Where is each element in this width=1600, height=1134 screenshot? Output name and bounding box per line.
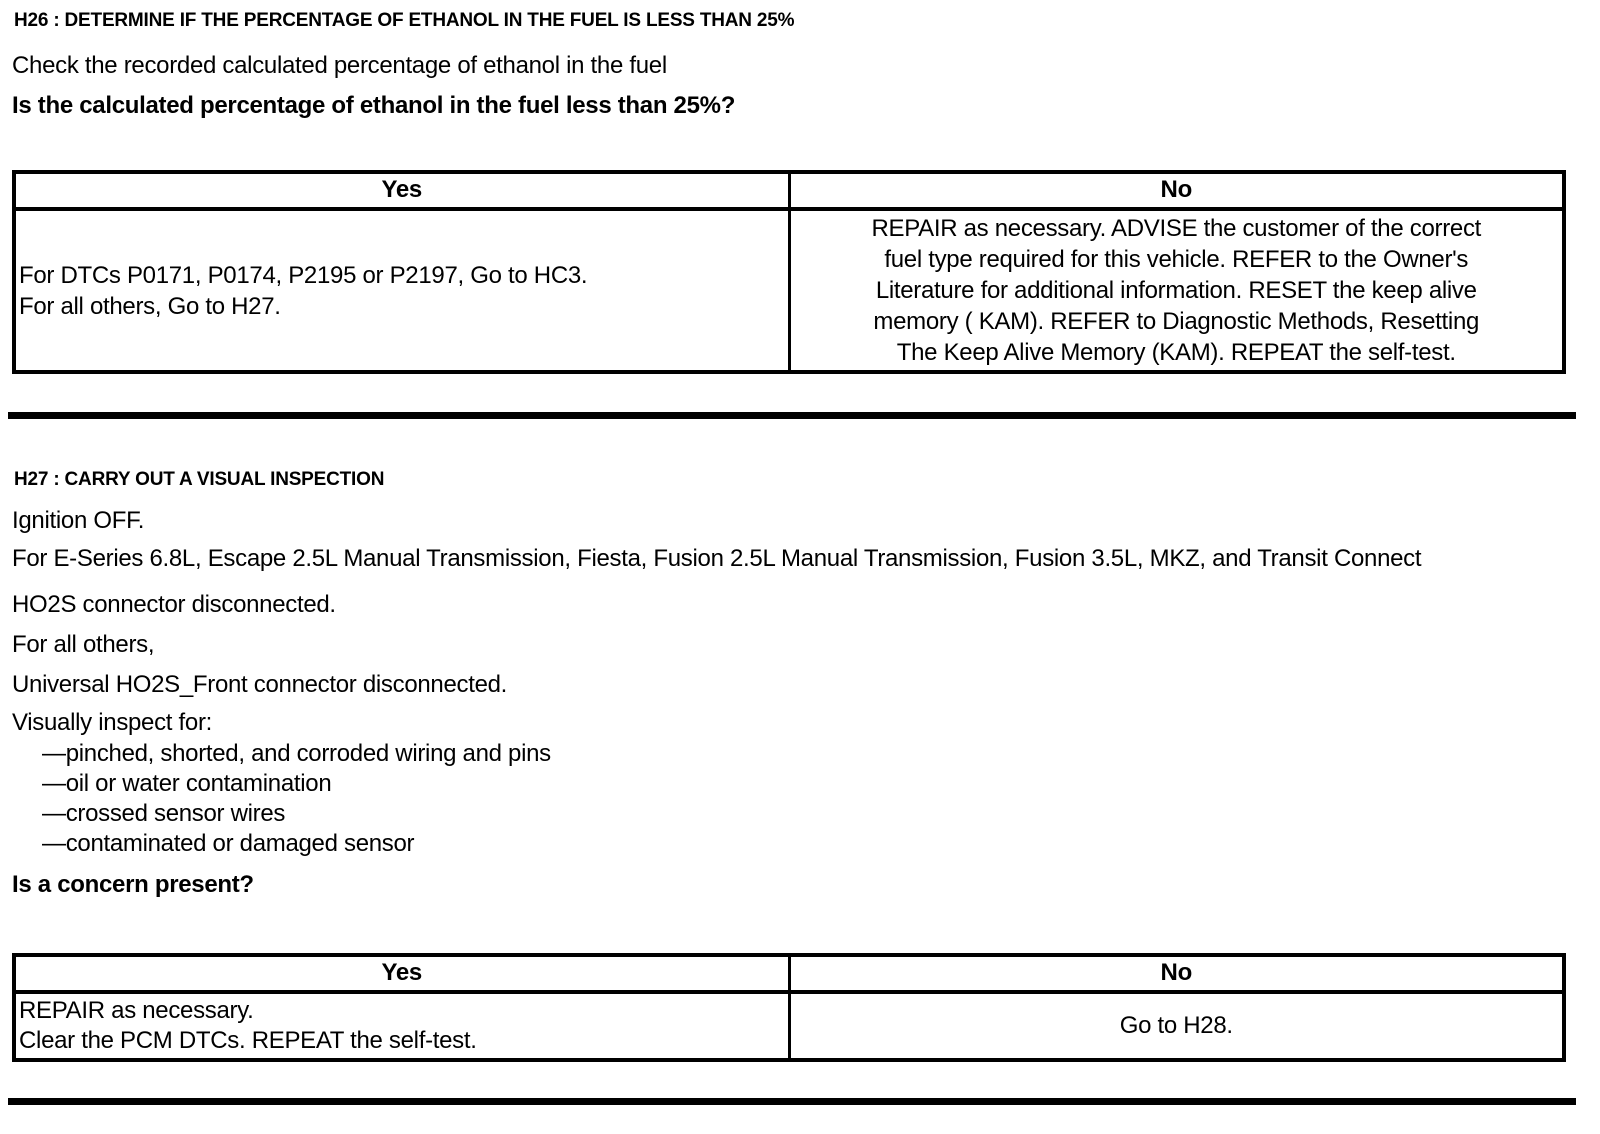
h27-yes-line-1: REPAIR as necessary. — [19, 997, 254, 1024]
table-row — [14, 209, 1564, 372]
h27-step-ignition: Ignition OFF. — [12, 507, 145, 534]
h26-no-cell — [789, 209, 1564, 372]
h26-no-line-2: fuel type required for this vehicle. REFER to the Owner's — [884, 246, 1469, 273]
h26-yes-line-2: For all others, Go to H27. — [19, 292, 281, 320]
step-h26-question: Is the calculated percentage of ethanol in the fuel less than 25%? — [12, 92, 736, 119]
step-h27-question: Is a concern present? — [12, 871, 254, 898]
h26-no-header: No — [789, 172, 1564, 209]
step-h27-title: H27 : CARRY OUT A VISUAL INSPECTION — [14, 469, 385, 490]
list-item: —oil or water contamination — [42, 770, 332, 797]
h27-step-for-all-others: For all others, — [12, 631, 155, 658]
h27-yes-cell — [14, 992, 789, 1060]
h26-no-line-4: memory ( KAM). REFER to Diagnostic Methods, Resetting — [873, 308, 1480, 335]
table-row — [14, 992, 1564, 1060]
h26-table-header-row — [14, 172, 1564, 209]
h27-decision-table — [12, 953, 1566, 1062]
step-h26-title: H26 : DETERMINE IF THE PERCENTAGE OF ETHANOL IN THE FUEL IS LESS THAN 25% — [14, 10, 795, 31]
h27-step-universal-ho2s: Universal HO2S_Front connector disconnected. — [12, 671, 508, 698]
h27-no-header: No — [789, 955, 1564, 992]
inspection-list — [12, 739, 1588, 859]
h26-no-line-5: The Keep Alive Memory (KAM). REPEAT the self-test. — [896, 339, 1456, 366]
h27-no-cell — [789, 992, 1564, 1060]
list-item: —crossed sensor wires — [42, 800, 286, 827]
h27-step-ho2s-disconnected: HO2S connector disconnected. — [12, 591, 336, 618]
h26-yes-cell — [14, 209, 789, 372]
h27-table-header-row — [14, 955, 1564, 992]
list-item: —contaminated or damaged sensor — [42, 830, 415, 857]
h27-step-vehicle-list: For E-Series 6.8L, Escape 2.5L Manual Transmission, Fiesta, Fusion 2.5L Manual Transmission, Fusion 3.5L, MKZ, and Transit Connect — [12, 545, 1422, 572]
h27-yes-header: Yes — [14, 955, 789, 992]
section-divider — [8, 412, 1576, 419]
h27-no-text: Go to H28. — [1119, 1012, 1233, 1039]
h27-step-visually-inspect: Visually inspect for: — [12, 709, 213, 736]
h26-decision-table — [12, 170, 1566, 374]
step-h27-section — [12, 469, 1588, 1062]
h26-no-line-1: REPAIR as necessary. ADVISE the customer of the correct — [871, 215, 1482, 242]
h27-yes-line-2: Clear the PCM DTCs. REPEAT the self-test. — [19, 1027, 477, 1054]
h26-no-line-3: Literature for additional information. RESET the keep alive — [875, 277, 1477, 304]
step-h26-section — [12, 10, 1588, 374]
h26-yes-line-1: For DTCs P0171, P0174, P2195 or P2197, Go to HC3. — [19, 261, 588, 289]
h26-yes-header: Yes — [14, 172, 789, 209]
section-divider — [8, 1098, 1576, 1105]
step-h26-instruction: Check the recorded calculated percentage of ethanol in the fuel — [12, 52, 667, 79]
list-item: —pinched, shorted, and corroded wiring and pins — [42, 740, 551, 767]
